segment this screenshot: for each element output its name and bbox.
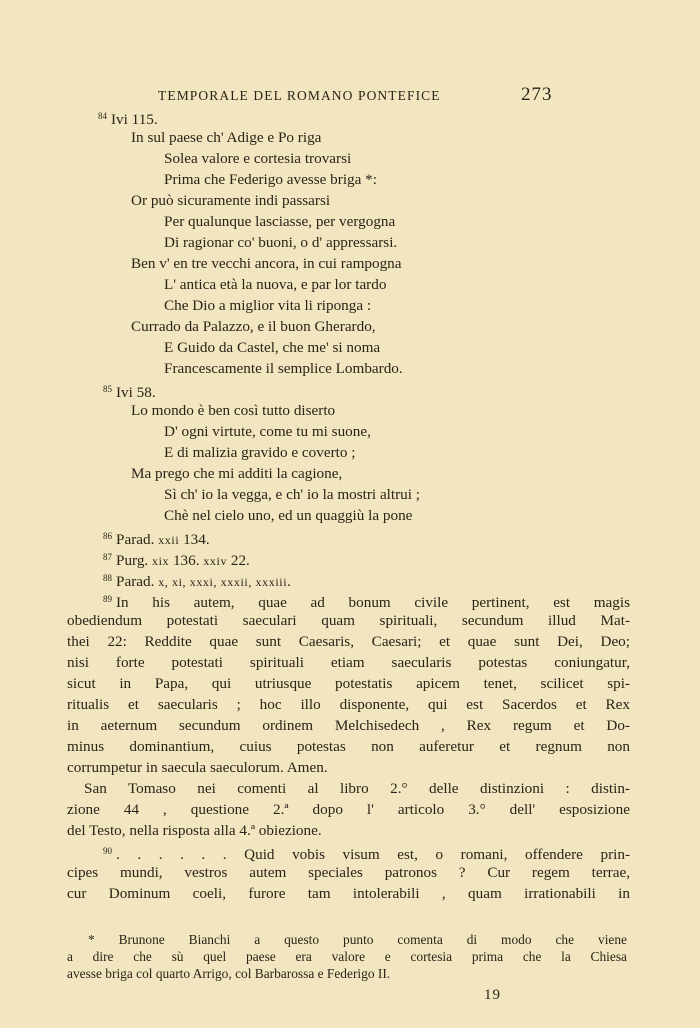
verse-line: E di malizia gravido e coverto ; (164, 444, 356, 461)
page-body (0, 106, 700, 904)
footnote-line: a dire che sù quel paese era valore e cortesia prima che la Chiesa (67, 949, 627, 964)
note-86: $^{86}$ Parad. xxii 134. (103, 531, 210, 548)
verse-line: Or può sicuramente indi passarsi (131, 192, 331, 209)
running-head: TEMPORALE DEL ROMANO PONTEFICE (158, 88, 441, 103)
note-85-heading (0, 379, 700, 400)
paragraph-line: ritualis et saecularis ; hoc illo disponente, qui est Sacerdos et Rex (67, 696, 630, 713)
verse-line: Sì ch' io la vegga, e ch' io la mostri altrui ; (164, 486, 421, 503)
paragraph-line: minus dominantium, cuius potestas non auferetur et regnum non (67, 738, 630, 755)
verse-line: Prima che Federigo avesse briga *: (164, 171, 377, 188)
verse-line: Ma prego che mi additi la cagione, (131, 465, 343, 482)
note-number: 84 (98, 111, 107, 121)
verse-line: E Guido da Castel, che me' si noma (164, 339, 381, 356)
paragraph-line: del Testo, nella risposta alla 4.ª obiezione. (67, 822, 322, 839)
verse-line: Francescamente il semplice Lombardo. (164, 360, 403, 377)
verse-line: Solea valore e cortesia trovarsi (164, 150, 352, 167)
note-number: 85 (103, 384, 112, 394)
verse-line: Di ragionar co' buoni, o d' appressarsi. (164, 234, 398, 251)
verse-line: Chè nel cielo uno, ed un quaggiù la pone (164, 507, 413, 524)
verse-line: D' ogni virtute, come tu mi suone, (164, 423, 371, 440)
footnote-line: avesse briga col quarto Arrigo, col Barbarossa e Federigo II. (67, 966, 391, 981)
note-87: $^{87}$ Purg. xix 136. xxiv 22. (103, 552, 250, 569)
paragraph-line: cur Dominum coeli, furore tam intolerabili , quam irrationabili in (67, 885, 630, 902)
note-89-paragraph: $^{89}$ In his autem, quae ad bonum civile pertinent, est magis (103, 594, 630, 611)
paragraph-line: zione 44 , questione 2.ª dopo l' articolo 3.° dell' esposizione (67, 801, 630, 818)
verse-line: Ben v' en tre vecchi ancora, in cui rampogna (131, 255, 402, 272)
paragraph-line: in aeternum secundum ordinem Melchisedech , Rex regum et Do- (67, 717, 630, 734)
paragraph-line: cipes mundi, vestros autem speciales patronos ? Cur regem terrae, (67, 864, 630, 881)
paragraph-line: nisi forte potestati spirituali etiam saecularis potestas coniungatur, (67, 654, 630, 671)
note-reference: Ivi 58. (116, 384, 156, 401)
page-number: 273 (521, 84, 553, 105)
citation-paragraph: San Tomaso nei comenti al libro 2.° delle distinzioni : distin- (84, 780, 630, 797)
footnote (0, 931, 700, 982)
verse-line: Currado da Palazzo, e il buon Gherardo, (131, 318, 376, 335)
note-90-paragraph: $^{90}$ . . . . . . Quid vobis visum est, o romani, offendere prin- (103, 846, 630, 863)
footnote-line: * Brunone Bianchi a questo punto comenta di modo che viene (88, 932, 627, 947)
verse-line: Che Dio a miglior vita li riponga : (164, 297, 372, 314)
verse-line: Per qualunque lasciasse, per vergogna (164, 213, 396, 230)
note-88: $^{88}$ Parad. x, xi, xxxi, xxxii, xxxiii. (103, 573, 291, 590)
verse-line: L' antica età la nuova, e par lor tardo (164, 276, 387, 293)
note-84-heading (0, 106, 700, 127)
paragraph-line: corrumpetur in saecula saeculorum. Amen. (67, 759, 328, 776)
paragraph-line: thei 22: Reddite quae sunt Caesaris, Caesari; et quae sunt Dei, Deo; (67, 633, 630, 650)
paragraph-line: obediendum potestati saeculari quam spirituali, secundum illud Mat- (67, 612, 630, 629)
verse-line: Lo mondo è ben così tutto diserto (131, 402, 336, 419)
paragraph-line: sicut in Papa, qui utriusque potestatis apicem tenet, scilicet spi- (67, 675, 630, 692)
signature-mark: 19 (484, 987, 501, 1003)
verse-line: In sul paese ch' Adige e Po riga (131, 129, 322, 146)
note-reference: Ivi 115. (111, 111, 158, 128)
